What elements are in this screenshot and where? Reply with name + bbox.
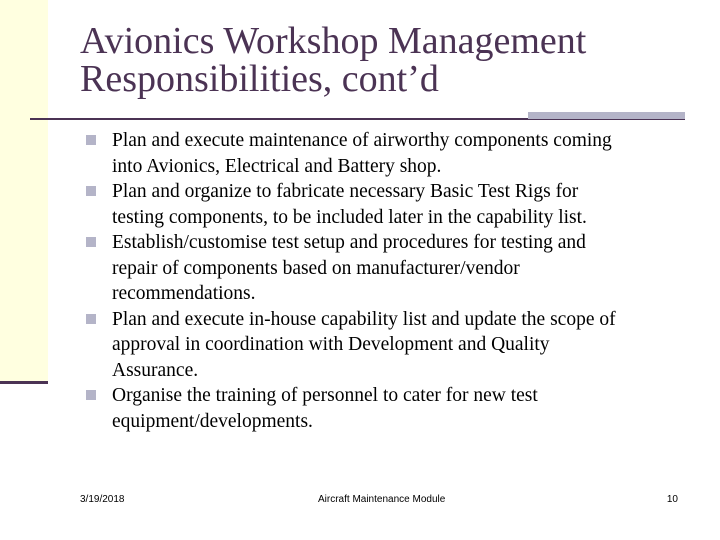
bullet-text-line: Plan and execute in-house capability list and update the scope of: [112, 308, 616, 330]
bullet-item: [86, 128, 696, 179]
bullet-text-line: recommendations.: [112, 283, 256, 304]
left-accent-bar-edge: [0, 381, 48, 384]
slide-title-line-1: Avionics Workshop Management: [80, 20, 587, 62]
slide-title-line-2: Responsibilities, cont’d: [80, 58, 439, 100]
bullet-item: [86, 230, 696, 307]
bullet-text-line: equipment/developments.: [112, 410, 313, 432]
bullet-text-line: repair of components based on manufacturer/vendor: [112, 257, 520, 279]
left-accent-bar: [0, 0, 48, 383]
bullet-text-line: Establish/customise test setup and procedures for testing and: [112, 232, 586, 253]
bullet-text-line: Plan and execute maintenance of airworthy components coming: [112, 130, 612, 151]
bullet-text-line: testing components, to be included later in the capability list.: [112, 206, 587, 228]
slide-title: [80, 22, 700, 98]
footer-date: 3/19/2018: [80, 494, 125, 505]
bullet-item: [86, 179, 696, 230]
square-bullet-icon: [86, 186, 96, 196]
title-underline-accent: [528, 112, 685, 119]
square-bullet-icon: [86, 314, 96, 324]
bullet-item: [86, 383, 696, 434]
bullet-text-line: Plan and organize to fabricate necessary Basic Test Rigs for: [112, 181, 579, 202]
bullet-list: [86, 128, 696, 434]
page-number: 10: [666, 494, 678, 505]
square-bullet-icon: [86, 237, 96, 247]
bullet-text-line: into Avionics, Electrical and Battery shop.: [112, 155, 442, 177]
bullet-text-line: approval in coordination with Development and Quality: [112, 334, 550, 355]
square-bullet-icon: [86, 135, 96, 145]
square-bullet-icon: [86, 390, 96, 400]
bullet-text-line: Assurance.: [112, 359, 199, 381]
bullet-text-line: Organise the training of personnel to cater for new test: [112, 385, 538, 406]
footer-title: Aircraft Maintenance Module: [318, 494, 446, 505]
bullet-item: [86, 307, 696, 384]
